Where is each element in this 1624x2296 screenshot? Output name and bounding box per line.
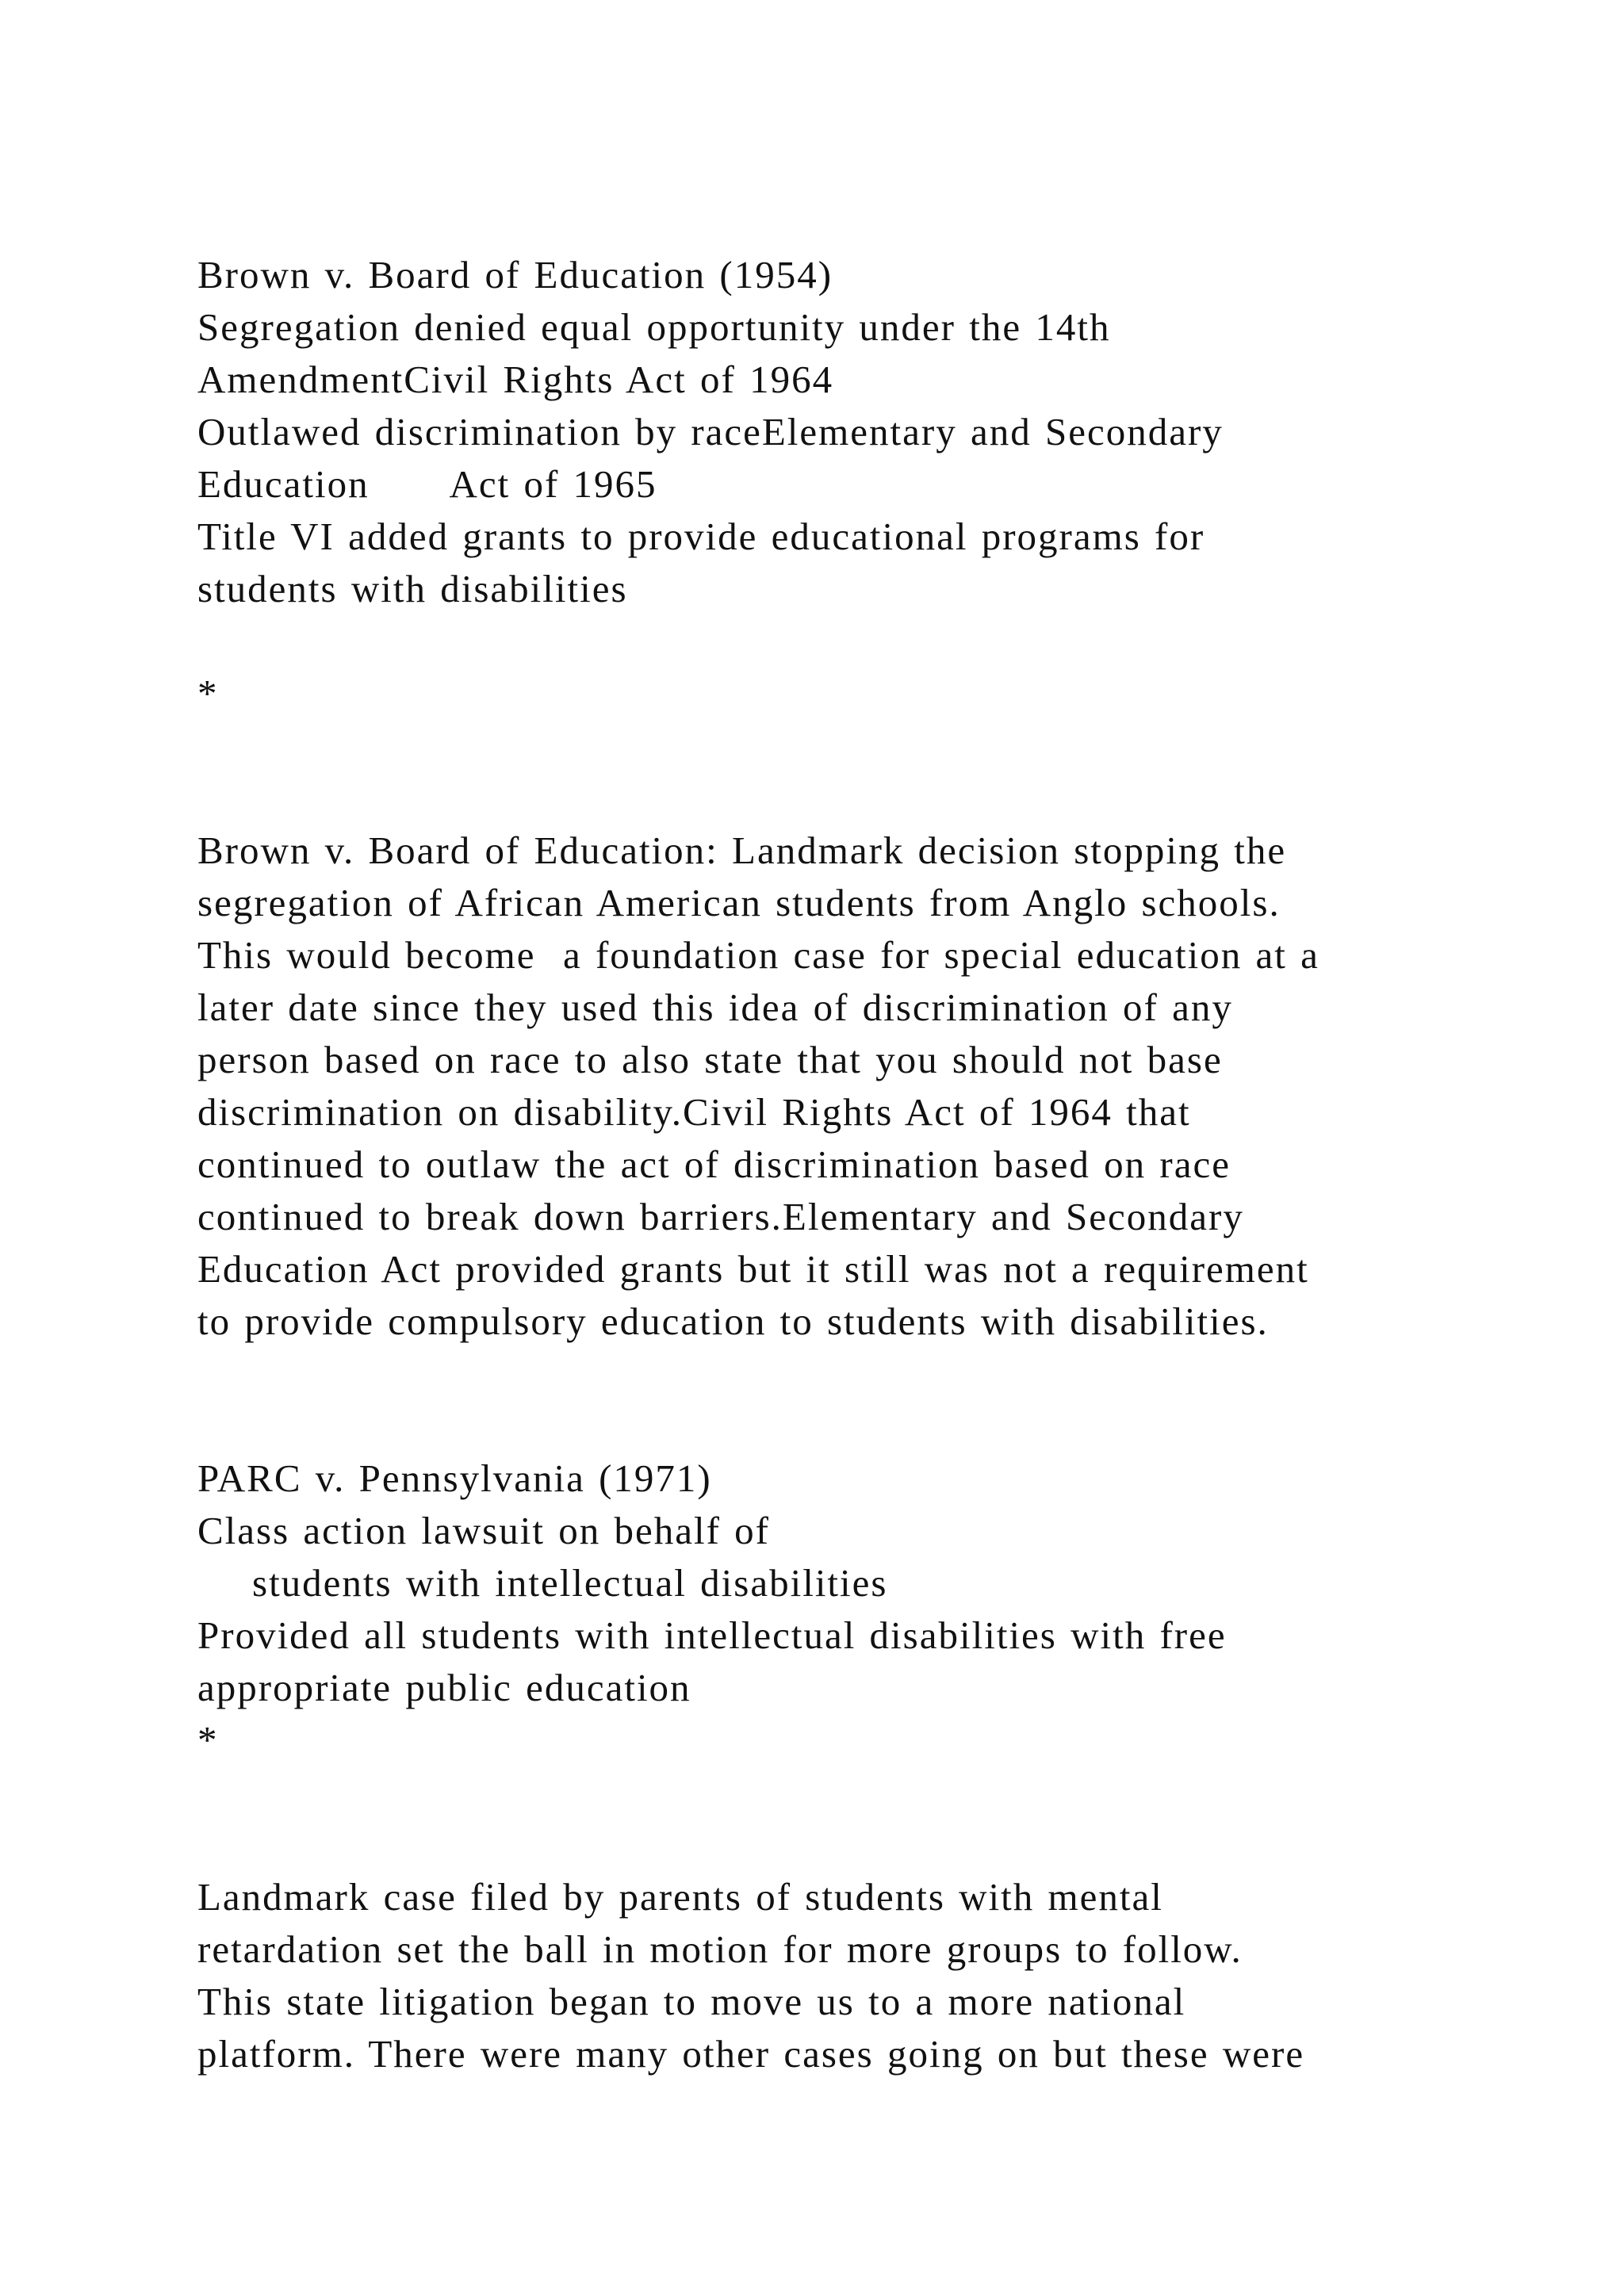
text-line: Title VI added grants to provide educational programs for [197, 515, 1205, 558]
text-line: This would become a foundation case for special education at a [197, 933, 1320, 977]
text-line: segregation of African American students from Anglo schools. [197, 881, 1281, 924]
text-line: This state litigation began to move us to a more national [197, 1980, 1186, 2023]
text-line: students with disabilities [197, 567, 628, 610]
text-line: Provided all students with intellectual disabilities with free [197, 1613, 1227, 1657]
text-line: discrimination on disability.Civil Rights Act of 1964 that [197, 1090, 1191, 1134]
text-line: Education Act provided grants but it still was not a requirement [197, 1247, 1309, 1291]
text-line: students with intellectual disabilities [197, 1561, 888, 1605]
slide-title-parc: PARC v. Pennsylvania (1971) [197, 1456, 712, 1500]
text-line: platform. There were many other cases going on but these were [197, 2032, 1305, 2076]
text-line: Education Act of 1965 [197, 462, 657, 506]
slide-title-brown: Brown v. Board of Education (1954) [197, 253, 833, 297]
text-line: retardation set the ball in motion for more groups to follow. [197, 1927, 1243, 1971]
text-line: Segregation denied equal opportunity under the 14th [197, 305, 1111, 349]
text-line: later date since they used this idea of discrimination of any [197, 985, 1233, 1029]
text-line: Outlawed discrimination by raceElementary and Secondary [197, 410, 1224, 453]
text-line: to provide compulsory education to students with disabilities. [197, 1299, 1269, 1343]
text-line: Class action lawsuit on behalf of [197, 1509, 770, 1552]
text-line: appropriate public education [197, 1666, 691, 1709]
text-line: continued to break down barriers.Elementary and Secondary [197, 1195, 1244, 1238]
text-line: person based on race to also state that you should not base [197, 1038, 1223, 1081]
text-line: AmendmentCivil Rights Act of 1964 [197, 358, 834, 401]
asterisk-separator: * [197, 672, 219, 715]
notes-paragraph-start: Landmark case filed by parents of students with mental [197, 1875, 1163, 1919]
asterisk-separator: * [197, 1718, 219, 1762]
text-line: continued to outlaw the act of discrimination based on race [197, 1142, 1231, 1186]
notes-paragraph-start: Brown v. Board of Education: Landmark decision stopping the [197, 828, 1287, 872]
